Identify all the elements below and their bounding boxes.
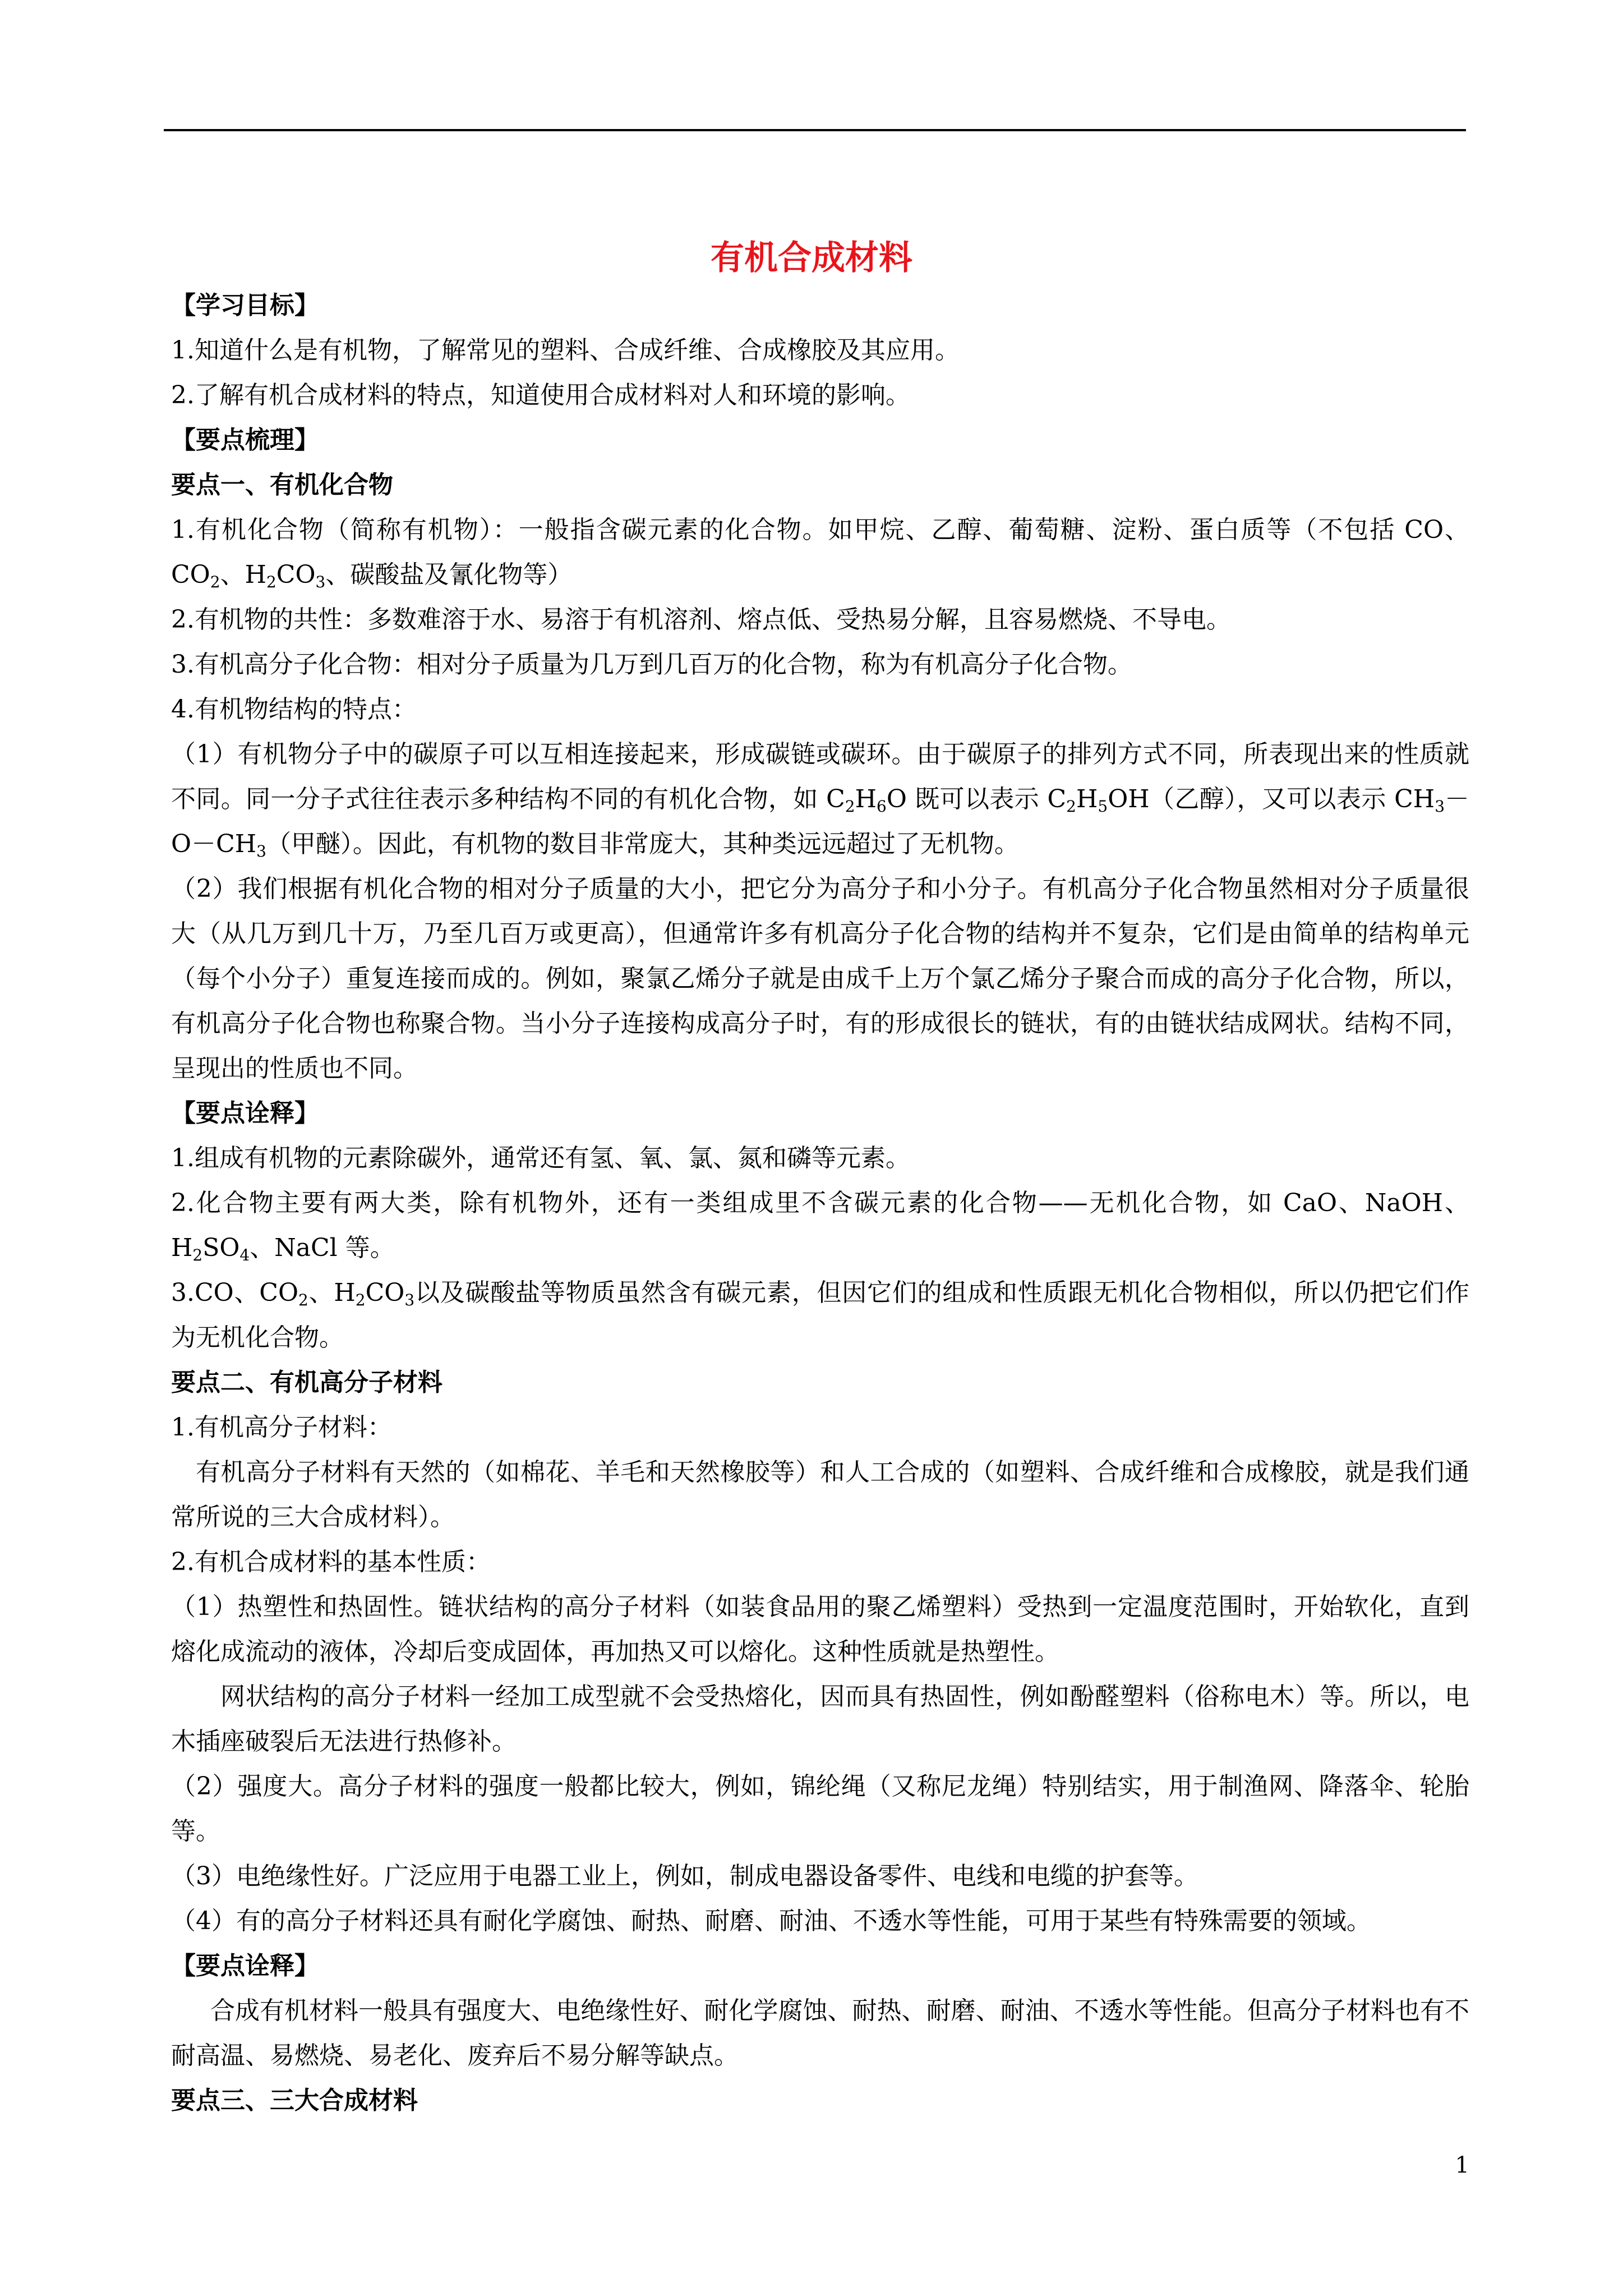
header-rule [164, 129, 1466, 131]
point-2-item-2-sub-4: （4）有的高分子材料还具有耐化学腐蚀、耐热、耐磨、耐油、不透水等性能，可用于某些有特殊需要的领域。 [171, 1907, 1371, 1935]
subscript: 2 [355, 1291, 366, 1309]
point-2-item-2-sub-2: （2）强度大。高分子材料的强度一般都比较大，例如，锦纶绳（又称尼龙绳）特别结实，用于制渔网、降落伞、轮胎等。 [171, 1772, 1469, 1846]
goal-item-2: 2.了解有机合成材料的特点，知道使用合成材料对人和环境的影响。 [171, 381, 910, 409]
subscript: 3 [256, 842, 266, 861]
subscript: 3 [404, 1291, 415, 1309]
text-run: （甲醚）。因此，有机物的数目非常庞大，其种类远远超过了无机物。 [266, 830, 1019, 858]
goal-item-1: 1.知道什么是有机物，了解常见的塑料、合成纤维、合成橡胶及其应用。 [171, 336, 960, 365]
point-1-item-3: 3.有机高分子化合物：相对分子质量为几万到几百万的化合物，称为有机高分子化合物。 [171, 650, 1132, 679]
text-run: 以及碳酸盐等物质虽然含有碳元素，但因它们的组成和性质跟无机化合物相似，所以仍把它们作为无机化合物。 [171, 1278, 1469, 1352]
note-2-item-1: 合成有机材料一般具有强度大、电绝缘性好、耐化学腐蚀、耐热、耐磨、耐油、不透水等性能。但高分子材料也有不耐高温、易燃烧、易老化、废弃后不易分解等缺点。 [171, 1996, 1469, 2070]
point-3-heading: 要点三、三大合成材料 [171, 2086, 418, 2115]
point-2-item-2-sub-1-cont: 网状结构的高分子材料一经加工成型就不会受热熔化，因而具有热固性，例如酚醛塑料（俗称电木）等。所以，电木插座破裂后无法进行热修补。 [171, 1682, 1469, 1756]
point-2-item-2-sub-1: （1）热塑性和热固性。链状结构的高分子材料（如装食品用的聚乙烯塑料）受热到一定温度范围时，开始软化，直到熔化成流动的液体，冷却后变成固体，再加热又可以熔化。这种性质就是热塑性。 [171, 1593, 1469, 1666]
subscript: 2 [192, 1246, 203, 1264]
point-2-item-2: 2.有机合成材料的基本性质： [171, 1548, 491, 1576]
text-run: OH（乙醇），又可以表示 CH [1108, 785, 1435, 813]
text-run: CO [276, 560, 316, 589]
text-run: 、H [308, 1278, 356, 1307]
subscript: 2 [298, 1291, 308, 1309]
text-run: SO [202, 1234, 240, 1262]
subscript: 5 [1098, 797, 1108, 816]
point-2-item-1: 1.有机高分子材料： [171, 1413, 392, 1442]
note-1-item-3 [171, 1271, 1469, 1360]
point-1-item-2: 2.有机物的共性：多数难溶于水、易溶于有机溶剂、熔点低、受热易分解，且容易燃烧、不导电。 [171, 605, 1231, 634]
page-number: 1 [1455, 2152, 1469, 2178]
point-2-heading: 要点二、有机高分子材料 [171, 1368, 442, 1397]
text-run: CO [365, 1278, 405, 1307]
subscript: 2 [845, 797, 855, 816]
subscript: 2 [210, 573, 220, 591]
subscript: 4 [239, 1246, 250, 1264]
text-run: 3.CO、CO [171, 1278, 299, 1307]
document-body [171, 283, 1469, 2123]
point-1-item-1 [171, 508, 1469, 597]
text-run: 、碳酸盐及氰化物等） [325, 560, 573, 589]
text-run: －O－CH [171, 785, 1470, 858]
point-2-item-1-text: 有机高分子材料有天然的（如棉花、羊毛和天然橡胶等）和人工合成的（如塑料、合成纤维和合成橡胶，就是我们通常所说的三大合成材料）。 [171, 1458, 1469, 1531]
point-2-item-2-sub-3: （3）电绝缘性好。广泛应用于电器工业上，例如，制成电器设备零件、电线和电缆的护套等。 [171, 1862, 1198, 1890]
document-title: 有机合成材料 [711, 238, 912, 278]
text-run: 、H [220, 560, 266, 589]
note-1-item-2 [171, 1181, 1469, 1271]
section-heading-key-points: 【要点梳理】 [171, 426, 319, 454]
subscript: 3 [1435, 797, 1445, 816]
point-1-item-4-sub-2: （2）我们根据有机化合物的相对分子质量的大小，把它分为高分子和小分子。有机高分子化合物虽然相对分子质量很大（从几万到几十万，乃至几百万或更高），但通常许多有机高分子化合物的结构并不复杂，它们是由简单的结构单元（每个小分子）重复连接而成的。例如，聚氯乙烯分子就是由成千上万个氯乙烯分子聚合而成的高分子化合物，所以，有机高分子化合物也称聚合物。当小分子连接构成高分子时，有的形成很长的链状，有的由链状结成网状。结构不同，呈现出的性质也不同。 [171, 875, 1469, 1083]
text-run: （1）有机物分子中的碳原子可以互相连接起来，形成碳链或碳环。由于碳原子的排列方式不同，所表现出来的性质就不同。同一分子式往往表示多种结构不同的有机化合物，如 C [171, 740, 1469, 813]
subscript: 2 [1066, 797, 1076, 816]
text-run: 1.有机化合物（简称有机物）：一般指含碳元素的化合物。如甲烷、乙醇、葡萄糖、淀粉、蛋白质等（不包括 CO、CO [171, 516, 1469, 589]
point-1-item-4: 4.有机物结构的特点： [171, 695, 417, 724]
text-run: O 既可以表示 C [886, 785, 1067, 813]
point-1-heading: 要点一、有机化合物 [171, 471, 393, 499]
subscript: 3 [315, 573, 326, 591]
text-run: 2.化合物主要有两大类，除有机物外，还有一类组成里不含碳元素的化合物——无机化合物，如 CaO、NaOH、H [171, 1189, 1469, 1262]
text-run: H [1076, 785, 1098, 813]
text-run: 、NaCl 等。 [250, 1234, 395, 1262]
note-1-item-1: 1.组成有机物的元素除碳外，通常还有氢、氧、氯、氮和磷等元素。 [171, 1144, 910, 1172]
point-1-item-4-sub-1 [171, 732, 1469, 867]
subscript: 2 [266, 573, 276, 591]
note-heading-1: 【要点诠释】 [171, 1099, 319, 1128]
note-heading-2: 【要点诠释】 [171, 1952, 319, 1980]
subscript: 6 [877, 797, 887, 816]
section-heading-goals: 【学习目标】 [171, 291, 319, 320]
text-run: H [855, 785, 877, 813]
